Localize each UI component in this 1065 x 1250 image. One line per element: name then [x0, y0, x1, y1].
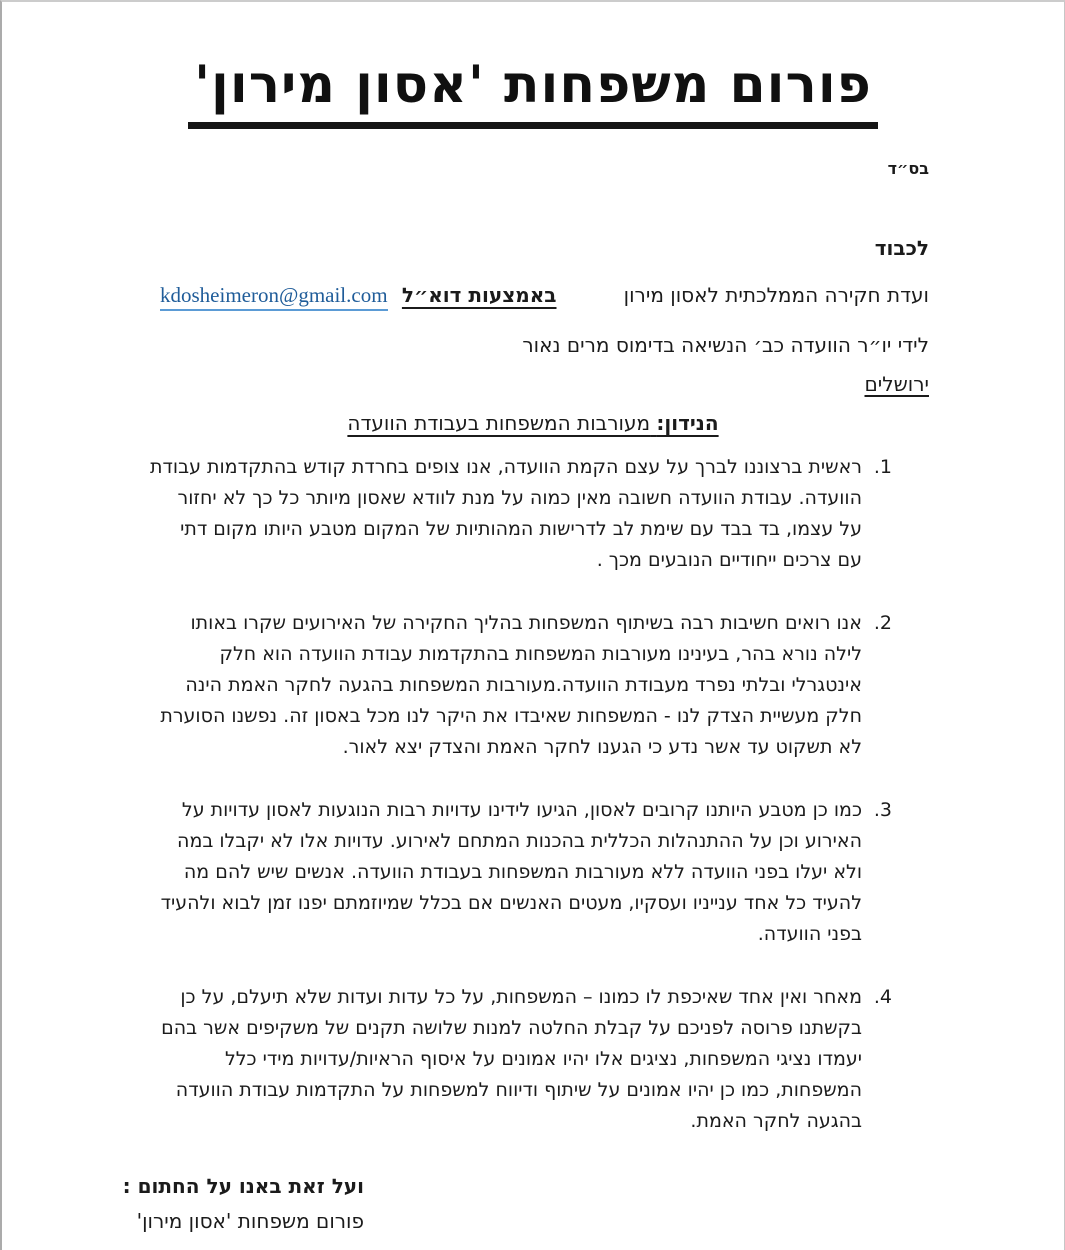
- subject-label: הנידון:: [656, 410, 719, 435]
- email-link[interactable]: kdosheimeron@gmail.com: [160, 282, 388, 311]
- item-number: 4.: [873, 985, 892, 1008]
- list-item-3: [150, 795, 892, 950]
- item-number: 3.: [873, 798, 892, 821]
- closing-block: [2, 1173, 364, 1234]
- city-line: [2, 371, 929, 397]
- recipient-row: [160, 282, 929, 311]
- subject-line: [2, 410, 1064, 437]
- page-title: פורום משפחות 'אסון מירון': [188, 58, 878, 129]
- besod-label: בס״ד: [887, 158, 929, 178]
- recipient-org: ועדת חקירה הממלכתית לאסון מירון: [623, 282, 929, 307]
- via-email-group: [160, 282, 557, 311]
- signature-line: פורום משפחות 'אסון מירון': [136, 1208, 364, 1233]
- subject-text: מעורבות המשפחות בעבודת הוועדה: [347, 410, 651, 435]
- list-item-4: [150, 982, 892, 1137]
- subject-inner: [347, 410, 718, 437]
- item-text: ראשית ברצוננו לברך על עצם הקמת הוועדה, אנו צופים בחרדת קודש בהתקדמות עבודת הוועדה. עבודת הוועדה חשובה מאין כמוה על מנת לוודא שאסון מיותר כל כך לא יחזור על עצמו, בד בבד עם שימת לב לדרישות המהותיות של המקום מטבע היותו מקום דתי עם צרכים ייחודיים הנובעים מכך .: [150, 455, 862, 571]
- numbered-list: [150, 452, 892, 1137]
- city-label: ירושלים: [864, 371, 929, 396]
- item-text: אנו רואים חשיבות רבה בשיתוף המשפחות בהליך החקירה של האירועים שקרו באותו לילה נורא בהר, בעינינו מעורבות המשפחות בהתקדמות עבודת הוועדה הוא חלק אינטגרלי ובלתי נפרד מעבודת הוועדה.מעורבות המשפחות בהגעה לחקר האמת הינה חלק מעשיית הצדק לנו - המשפחות שאיבדו את היקר לנו מכל באסון זה. נפשנו הסוערת לא תשקוט עד אשר נדע כי הגענו לחקר האמת והצדק יצא לאור.: [160, 611, 862, 758]
- item-number: 2.: [873, 611, 892, 634]
- list-item-1: [150, 452, 892, 576]
- item-text: מאחר ואין אחד שאיכפת לו כמונו – המשפחות, על כל עדות ועדות שלא תיעלם, על כן בקשתנו פרוסה לפניכם על קבלת החלטה למנות שלושה תקנים של משקיפים אשר בהם יעמדו נציגי המשפחות, נציגים אלו יהיו אמונים על איסוף הראיות/עדויות מידי כלל המשפחות, כמו כן יהיו אמונים על שיתוף ודיווח למשפחות על התקדמות עבודת הוועדה בהגעה לחקר האמת.: [161, 985, 862, 1132]
- list-item-2: [150, 608, 892, 763]
- via-email-label: באמצעות דוא״ל: [401, 282, 557, 307]
- item-number: 1.: [873, 455, 892, 478]
- attention-line: לידי יו״ר הוועדה כב׳ הנשיאה בדימוס מרים נאור: [522, 332, 929, 357]
- signoff-line: ועל זאת באנו על החתום :: [122, 1173, 364, 1198]
- title-row: [2, 55, 1064, 129]
- item-text: כמו כן מטבע היותנו קרובים לאסון, הגיעו לידינו עדויות רבות הנוגעות לאסון עדויות על האירוע וכן על ההתנהלות הכללית בהכנות המתחם לאירוע. עדויות אלו לא יקבלו במה ולא יעלו בפני הוועדה ללא מעורבות המשפחות בעבודת הוועדה. אנשים שיש להם מה להעיד כל אחד ענייניו ועסקיו, מעטים האנשים אם בכלל שמיוזמתם יפנו זמן לבוא ולהעיד בפני הוועדה.: [160, 798, 862, 945]
- greeting-label: לכבוד: [874, 235, 929, 260]
